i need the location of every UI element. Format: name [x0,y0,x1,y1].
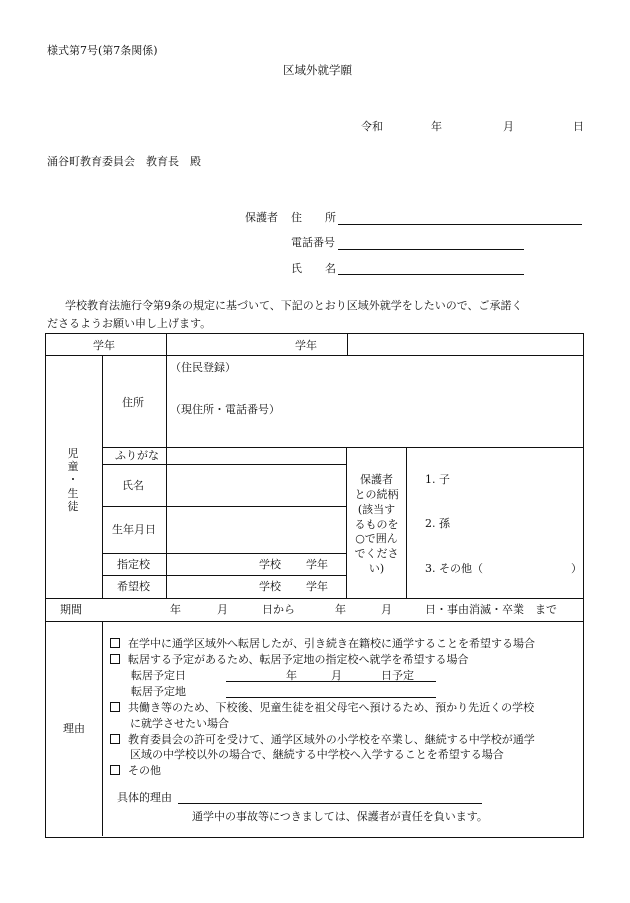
phone-label: 電話番号 [291,236,335,249]
period-year1: 年 [170,603,181,616]
address-label-2: 所 [325,211,336,224]
relation-option-grandchild[interactable]: 2. 孫 [425,517,450,530]
period-month2: 月 [381,603,392,616]
designated-grade-suffix: 学年 [306,558,328,571]
specific-reason-field[interactable] [178,803,482,804]
student-label: 児 童 ・ 生 徒 [67,447,79,513]
desired-school-suffix: 学校 [259,580,281,593]
name-label-2: 名 [325,262,336,275]
addressee: 涌谷町教育委員会 教育長 殿 [47,155,201,168]
document-title: 区域外就学願 [283,63,352,77]
move-date-field[interactable] [226,681,436,682]
move-date-year: 年 [286,669,297,682]
current-address-label: （現住所・電話番号） [170,403,280,416]
period-month1: 月 [217,603,228,616]
checkbox-icon[interactable] [110,765,120,775]
relation-label: 保護者 との続柄 (該当す るものを ○で囲ん でくださ い) [354,473,399,576]
form-number: 様式第7号(第7条関係) [47,44,158,57]
desired-school-label: 希望校 [117,580,150,593]
registered-address-label: （住民登録） [170,361,236,374]
reason-2[interactable]: 転居する予定があるため、転居予定地の指定校へ就学を希望する場合 [110,654,469,665]
birthdate-label: 生年月日 [112,523,156,536]
period-until: 日・事由消滅・卒業 まで [425,603,557,616]
designated-school-label: 指定校 [117,558,150,571]
move-date-label: 転居予定日 [131,669,186,682]
student-name-label: 氏名 [122,479,144,492]
move-place-field[interactable] [226,697,436,698]
checkbox-icon[interactable] [110,734,120,744]
reason-4-line-2: 区域の中学校以外の場合で、継続する中学校へ入学することを希望する場合 [130,748,504,761]
intro-line-1: 学校教育法施行令第9条の規定に基づいて、下記のとおり区域外就学をしたいので、ご承諾く [65,299,523,312]
checkbox-icon[interactable] [110,638,120,648]
reason-label: 理由 [63,722,85,735]
date-month: 月 [503,120,514,133]
reason-3[interactable]: 共働き等のため、下校後、児童生徒を祖父母宅へ預けるため、預かり先近くの学校 [110,702,534,713]
guardian-label: 保護者 [245,211,278,224]
date-year: 年 [431,120,442,133]
address-label-1: 住 [291,211,302,224]
intro-line-2: ださるようお願い申し上げます。 [47,317,212,330]
move-place-label: 転居予定地 [131,685,186,698]
date-day: 日 [573,120,584,133]
grade-value: 学年 [295,339,317,352]
responsibility-note: 通学中の事故等につきましては、保護者が責任を負います。 [192,810,488,823]
furigana-label: ふりがな [115,449,159,462]
reason-1[interactable]: 在学中に通学区域外へ転居したが、引き続き在籍校に通学することを希望する場合 [110,638,535,649]
designated-school-suffix: 学校 [259,558,281,571]
reason-5[interactable]: その他 [110,765,161,776]
period-year2: 年 [335,603,346,616]
date-era: 令和 [361,120,383,133]
phone-field[interactable] [338,249,524,250]
grade-header: 学年 [93,339,115,352]
relation-option-child[interactable]: 1. 子 [425,473,450,486]
reason-4[interactable]: 教育委員会の許可を受けて、通学区域外の小学校を卒業し、継続する中学校が通学 [110,734,535,745]
desired-grade-suffix: 学年 [306,580,328,593]
relation-option-other[interactable]: 3. その他（ ） [425,562,582,575]
checkbox-icon[interactable] [110,702,120,712]
move-date-day: 日予定 [381,669,414,682]
reason-3-line-2: に就学させたい場合 [130,717,229,730]
specific-reason-label: 具体的理由 [117,791,172,804]
address-row-label: 住所 [122,396,144,409]
period-from: 日から [262,603,295,616]
address-field[interactable] [338,224,582,225]
name-label-1: 氏 [291,262,302,275]
period-label: 期間 [60,603,82,616]
checkbox-icon[interactable] [110,654,120,664]
move-date-month: 月 [331,669,342,682]
name-field[interactable] [338,274,524,275]
